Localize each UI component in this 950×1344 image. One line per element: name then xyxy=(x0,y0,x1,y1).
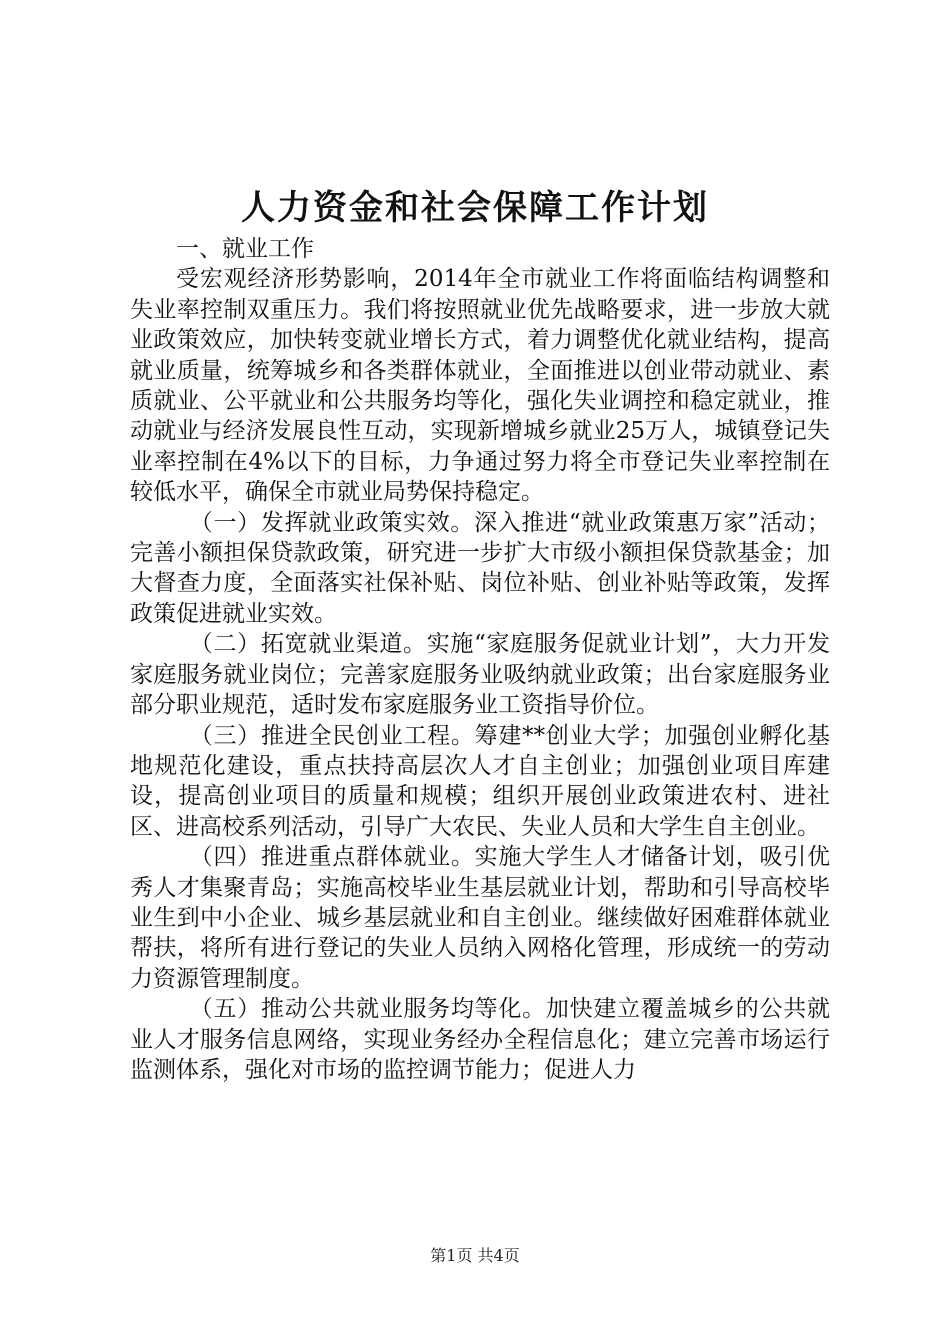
paragraph-item-2: （二）拓宽就业渠道。实施“家庭服务促就业计划”，大力开发家庭服务就业岗位；完善家庭服务业吸纳就业政策；出台家庭服务业部分职业规范，适时发布家庭服务业工资指导价位。 xyxy=(130,631,830,719)
document-title: 人力资金和社会保障工作计划 xyxy=(241,188,709,228)
section-heading-employment: 一、就业工作 xyxy=(176,236,314,262)
paragraph-item-4: （四）推进重点群体就业。实施大学生人才储备计划，吸引优秀人才集聚青岛；实施高校毕业生基层就业计划，帮助和引导高校毕业生到中小企业、城乡基层就业和自主创业。继续做好困难群体就业帮扶，将所有进行登记的失业人员纳入网格化管理，形成统一的劳动力资源管理制度。 xyxy=(130,844,830,992)
document-body xyxy=(130,234,830,1085)
paragraph-item-5: （五）推动公共就业服务均等化。加快建立覆盖城乡的公共就业人才服务信息网络，实现业务经办全程信息化；建立完善市场运行监测体系，强化对市场的监控调节能力；促进人力 xyxy=(130,996,830,1083)
paragraph-item-1: （一）发挥就业政策实效。深入推进“就业政策惠万家”活动；完善小额担保贷款政策，研究进一步扩大市级小额担保贷款基金；加大督查力度，全面落实社保补贴、岗位补贴、创业补贴等政策，发挥政策促进就业实效。 xyxy=(130,509,830,627)
paragraph-intro: 受宏观经济形势影响，2014年全市就业工作将面临结构调整和失业率控制双重压力。我们将按照就业优先战略要求，进一步放大就业政策效应，加快转变就业增长方式，着力调整优化就业结构，提高就业质量，统筹城乡和各类群体就业，全面推进以创业带动就业、素质就业、公平就业和公共服务均等化，强化失业调控和稳定就业，推动就业与经济发展良性互动，实现新增城乡就业25万人，城镇登记失业率控制在4%以下的目标，力争通过努力将全市登记失业率控制在较低水平，确保全市就业局势保持稳定。 xyxy=(130,266,830,506)
paragraph-item-3: （三）推进全民创业工程。筹建**创业大学；加强创业孵化基地规范化建设，重点扶持高层次人才自主创业；加强创业项目库建设，提高创业项目的质量和规模；组织开展创业政策进农村、进社区、进高校系列活动，引导广大农民、失业人员和大学生自主创业。 xyxy=(130,722,830,840)
page-number-footer: 第1页 共4页 xyxy=(430,1246,520,1265)
